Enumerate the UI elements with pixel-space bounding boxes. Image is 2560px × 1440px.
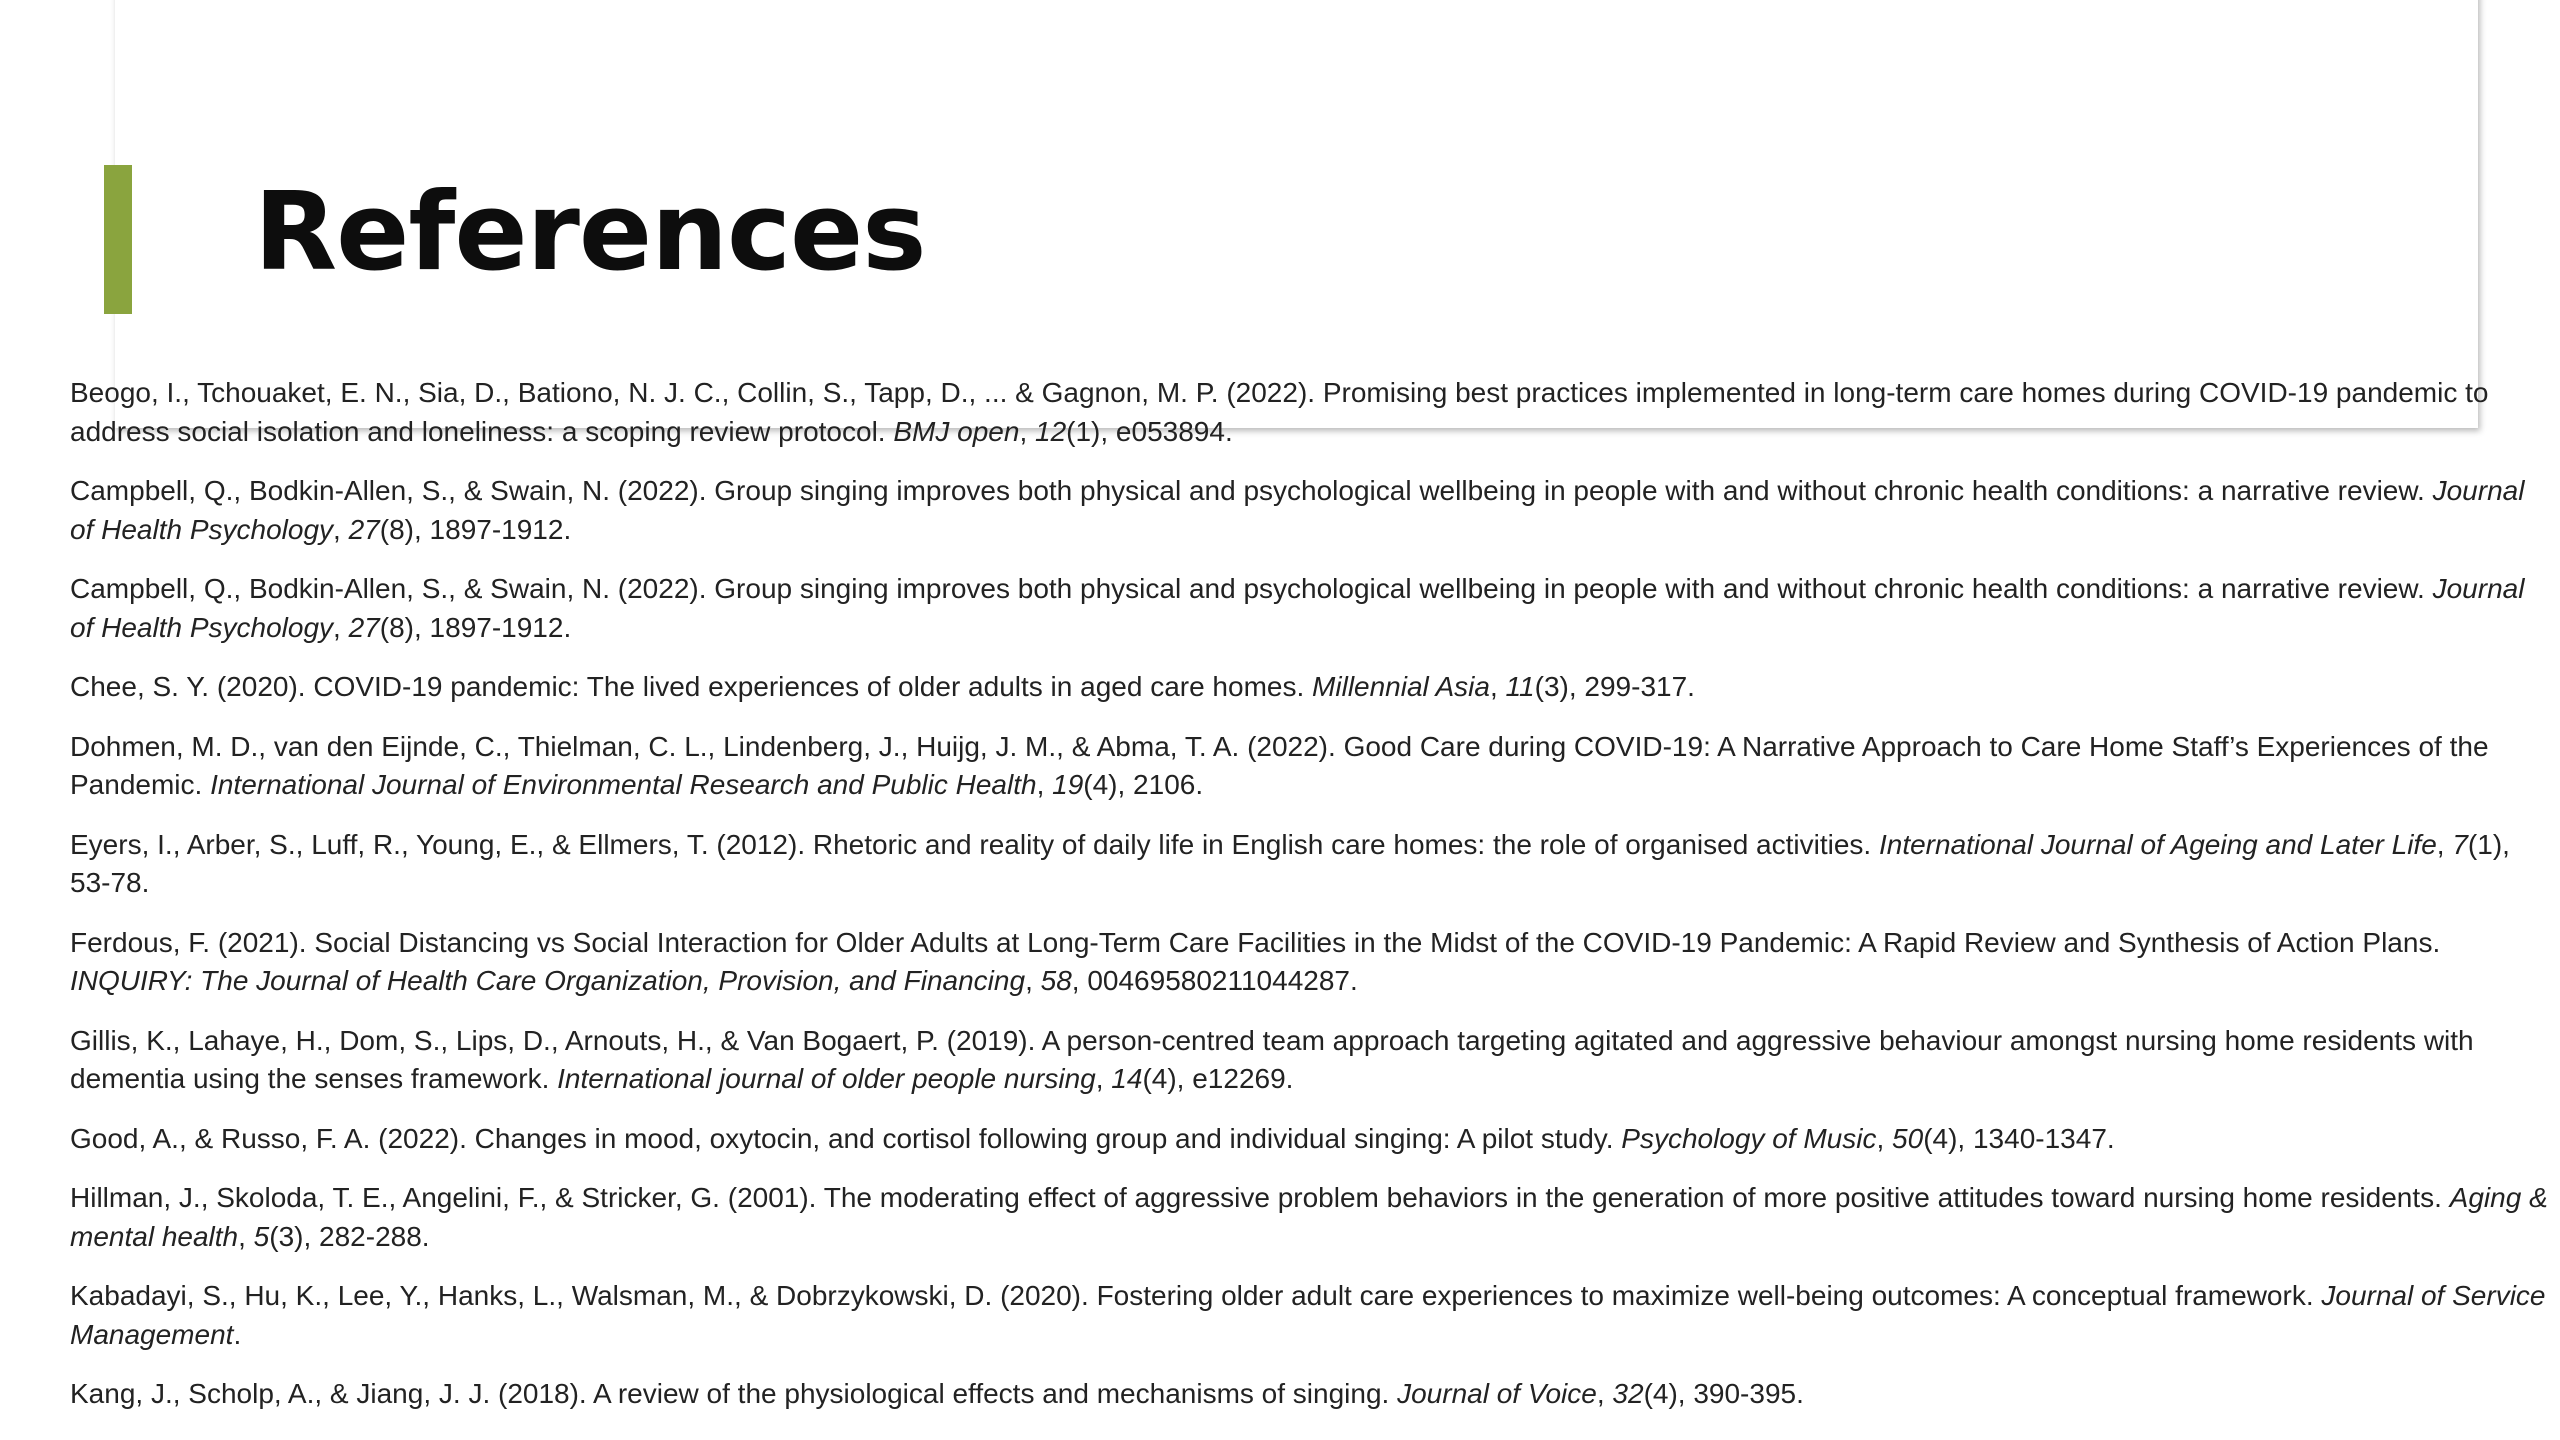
reference-separator: , (1036, 769, 1053, 800)
reference-item (70, 374, 2550, 451)
reference-text: Kabadayi, S., Hu, K., Lee, Y., Hanks, L., Walsman, M., & Dobrzykowski, D. (2020). Fostering older adult care experiences to maximize well-being outcomes: A conceptual framework. (70, 1280, 2322, 1311)
reference-volume: 19 (1052, 769, 1084, 800)
reference-volume: 50 (1892, 1122, 1924, 1154)
reference-journal: Millennial Asia (1312, 671, 1490, 702)
reference-issue-pages: (3), 282-288. (269, 1220, 430, 1252)
reference-item (70, 1022, 2550, 1099)
reference-journal: Aging & mental health (70, 1182, 2548, 1252)
reference-issue-pages: (3), 299-317. (1534, 671, 1695, 702)
reference-issue-pages: (4), 1340-1347. (1923, 1122, 2115, 1154)
reference-text: Dohmen, M. D., van den Eijnde, C., Thielman, C. L., Lindenberg, J., Huijg, J. M., & Abma, T. A. (2022). Good Care during COVID-19: A Narrative Approach to Care Home Staff’s Experiences of the Pandemic. (70, 730, 2489, 800)
reference-volume: 7 (2452, 828, 2468, 860)
reference-separator: , (333, 611, 349, 643)
reference-item (70, 1120, 2550, 1159)
reference-list (70, 374, 2550, 1435)
reference-issue-pages: (8), 1897-1912. (379, 611, 572, 643)
reference-item (70, 1179, 2550, 1256)
reference-separator: , (1489, 671, 1506, 702)
reference-item (70, 826, 2550, 903)
reference-separator: , (1019, 415, 1035, 447)
reference-journal: Journal of Voice (1397, 1378, 1597, 1409)
reference-text: Chee, S. Y. (2020). COVID-19 pandemic: The lived experiences of older adults in aged care homes. (70, 671, 1313, 702)
reference-journal: International Journal of Ageing and Later Life (1878, 828, 2437, 860)
reference-item (70, 1375, 2550, 1414)
reference-journal: INQUIRY: The Journal of Health Care Organization, Provision, and Financing (70, 965, 1026, 996)
reference-journal: Journal of Service Management (70, 1280, 2546, 1350)
reference-item (70, 472, 2550, 549)
reference-separator: , (1025, 965, 1041, 996)
reference-text: Hillman, J., Skoloda, T. E., Angelini, F., & Stricker, G. (2001). The moderating effect of aggressive problem behaviors in the generation of more positive attitudes toward nursing home residents. (70, 1182, 2450, 1213)
reference-separator: , (2436, 828, 2453, 860)
reference-issue-pages: (4), e12269. (1142, 1063, 1294, 1094)
reference-volume: 12 (1035, 415, 1067, 447)
reference-item (70, 570, 2550, 647)
reference-item (70, 668, 2550, 707)
reference-issue-pages: (4), 2106. (1083, 769, 1204, 800)
reference-issue-pages: (8), 1897-1912. (379, 513, 572, 545)
reference-text: Good, A., & Russo, F. A. (2022). Changes in mood, oxytocin, and cortisol following group and individual singing: A pilot study. (70, 1122, 1622, 1154)
reference-volume: 58 (1040, 965, 1072, 996)
reference-separator: , (238, 1220, 254, 1252)
reference-item (70, 728, 2550, 805)
title-accent-bar (104, 165, 132, 314)
reference-separator: , (1876, 1122, 1893, 1154)
reference-journal: Journal of Health Psychology (70, 475, 2525, 545)
reference-volume: 14 (1111, 1063, 1143, 1094)
reference-journal: International Journal of Environmental Research and Public Health (210, 769, 1037, 800)
reference-separator: , (333, 513, 349, 545)
reference-text: Kang, J., Scholp, A., & Jiang, J. J. (2018). A review of the physiological effects and mechanisms of singing. (70, 1378, 1398, 1409)
reference-journal: Journal of Health Psychology (70, 573, 2525, 643)
reference-volume: 27 (348, 611, 380, 643)
reference-issue-pages: . (233, 1318, 242, 1350)
reference-item (70, 924, 2550, 1001)
reference-text: Ferdous, F. (2021). Social Distancing vs Social Interaction for Older Adults at Long-Term Care Facilities in the Midst of the COVID-19 Pandemic: A Rapid Review and Synthesis of Action Plans. (70, 926, 2441, 958)
reference-journal: BMJ open (893, 415, 1020, 447)
reference-volume: 27 (348, 513, 380, 545)
reference-text: Gillis, K., Lahaye, H., Dom, S., Lips, D., Arnouts, H., & Van Bogaert, P. (2019). A person-centred team approach targeting agitated and aggressive behaviour amongst nursing home residents with dementia using the senses framework. (70, 1024, 2474, 1094)
reference-separator: , (1596, 1378, 1613, 1409)
reference-volume: 32 (1612, 1378, 1644, 1409)
reference-issue-pages: (1), 53-78. (70, 828, 2510, 898)
reference-issue-pages: (1), e053894. (1066, 415, 1233, 447)
reference-issue-pages: (4), 390-395. (1643, 1378, 1804, 1409)
reference-separator: , (1095, 1063, 1112, 1094)
reference-text: Campbell, Q., Bodkin-Allen, S., & Swain, N. (2022). Group singing improves both physical and psychological wellbeing in people with and without chronic health conditions: a narrative review. (70, 573, 2433, 604)
reference-text: Eyers, I., Arber, S., Luff, R., Young, E., & Ellmers, T. (2012). Rhetoric and reality of daily life in English care homes: the role of organised activities. (70, 828, 1879, 860)
reference-journal: Psychology of Music (1621, 1122, 1877, 1154)
reference-issue-pages: , 00469580211044287. (1071, 965, 1358, 996)
reference-text: Campbell, Q., Bodkin-Allen, S., & Swain, N. (2022). Group singing improves both physical and psychological wellbeing in people with and without chronic health conditions: a narrative review. (70, 475, 2433, 506)
reference-text: Beogo, I., Tchouaket, E. N., Sia, D., Bationo, N. J. C., Collin, S., Tapp, D., ... & Gagnon, M. P. (2022). Promising best practices implemented in long-term care homes during COVID-19 pandemic to address social isolation and loneliness: a scoping review protocol. (70, 377, 2489, 447)
reference-volume: 5 (253, 1220, 270, 1252)
slide-title: References (254, 170, 926, 295)
reference-volume: 11 (1505, 671, 1535, 702)
reference-item (70, 1277, 2550, 1354)
reference-journal: International journal of older people nursing (557, 1063, 1096, 1094)
